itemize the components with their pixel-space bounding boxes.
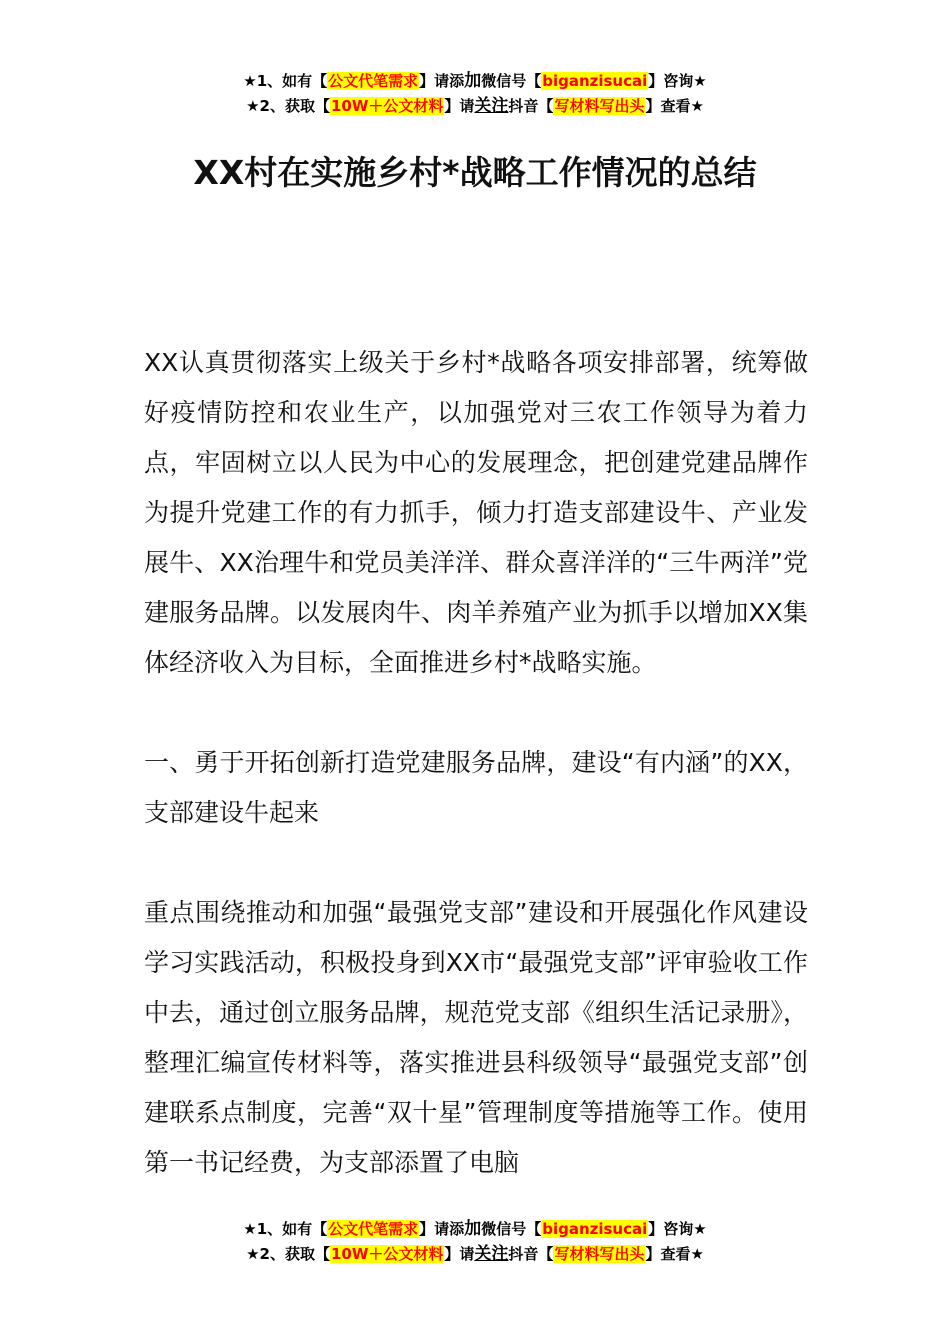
banner-line-2 xyxy=(0,94,950,119)
banner-text: 】请 xyxy=(444,97,475,115)
body-paragraph: XX认真贯彻落实上级关于乡村*战略各项安排部署，统筹做好疫情防控和农业生产，以加强党对三农工作领导为着力点，牢固树立以人民为中心的发展理念，把创建党建品牌作为提升党建工作的有力抓手，倾力打造支部建设牛、产业发展牛、XX治理牛和党员美洋洋、群众喜洋洋的“三牛两洋”党建服务品牌。以发展肉牛、肉羊养殖产业为抓手以增加XX集体经济收入为目标，全面推进乡村*战略实施。 xyxy=(144,348,808,677)
banner-text: 抖音【 xyxy=(508,97,554,115)
banner-text: 】咨询★ xyxy=(648,72,707,90)
banner-emphasis: 关注 xyxy=(474,1244,509,1264)
banner-line-2 xyxy=(0,1242,950,1267)
banner-line-1 xyxy=(0,1217,950,1242)
header-banner xyxy=(0,69,950,119)
banner-text: ★2、获取【 xyxy=(246,97,330,115)
banner-highlight: biganzisucai xyxy=(542,72,648,90)
banner-text: 微信号【 xyxy=(481,72,542,90)
banner-text: ★1、如有【 xyxy=(243,1220,328,1238)
banner-emphasis: 加 xyxy=(464,1219,482,1239)
banner-text: 】咨询★ xyxy=(648,1220,707,1238)
banner-text: 】查看★ xyxy=(645,1245,704,1263)
body-paragraph: 重点围绕推动和加强“最强党支部”建设和开展强化作风建设学习实践活动，积极投身到XX市“最强党支部”评审验收工作中去，通过创立服务品牌，规范党支部《组织生活记录册》，整理汇编宣传材料等，落实推进县科级领导“最强党支部”创建联系点制度，完善“双十星”管理制度等措施等工作。使用第一书记经费，为支部添置了电脑 xyxy=(144,898,808,1177)
banner-line-1 xyxy=(0,69,950,94)
section-heading: 一、勇于开拓创新打造党建服务品牌，建设“有内涵”的XX，支部建设牛起来 xyxy=(144,748,808,827)
banner-highlight: 公文代笔需求 xyxy=(328,72,419,90)
banner-text: 】请添 xyxy=(419,72,465,90)
banner-emphasis: 加 xyxy=(464,71,482,91)
footer-banner xyxy=(0,1217,950,1267)
banner-text: ★2、获取【 xyxy=(246,1245,330,1263)
banner-highlight: 写材料写出头 xyxy=(554,1245,645,1263)
banner-highlight: 写材料写出头 xyxy=(554,97,645,115)
banner-highlight: 公文代笔需求 xyxy=(328,1220,419,1238)
banner-text: 】查看★ xyxy=(645,97,704,115)
banner-text: ★1、如有【 xyxy=(243,72,328,90)
banner-text: 抖音【 xyxy=(508,1245,554,1263)
banner-text: 】请 xyxy=(444,1245,475,1263)
banner-highlight: 10W＋公文材料 xyxy=(330,1245,444,1263)
banner-text: 】请添 xyxy=(419,1220,465,1238)
banner-highlight: biganzisucai xyxy=(542,1220,648,1238)
document-title: XX村在实施乡村*战略工作情况的总结 xyxy=(193,153,757,192)
banner-emphasis: 关注 xyxy=(474,96,509,116)
banner-text: 微信号【 xyxy=(481,1220,542,1238)
banner-highlight: 10W＋公文材料 xyxy=(330,97,444,115)
